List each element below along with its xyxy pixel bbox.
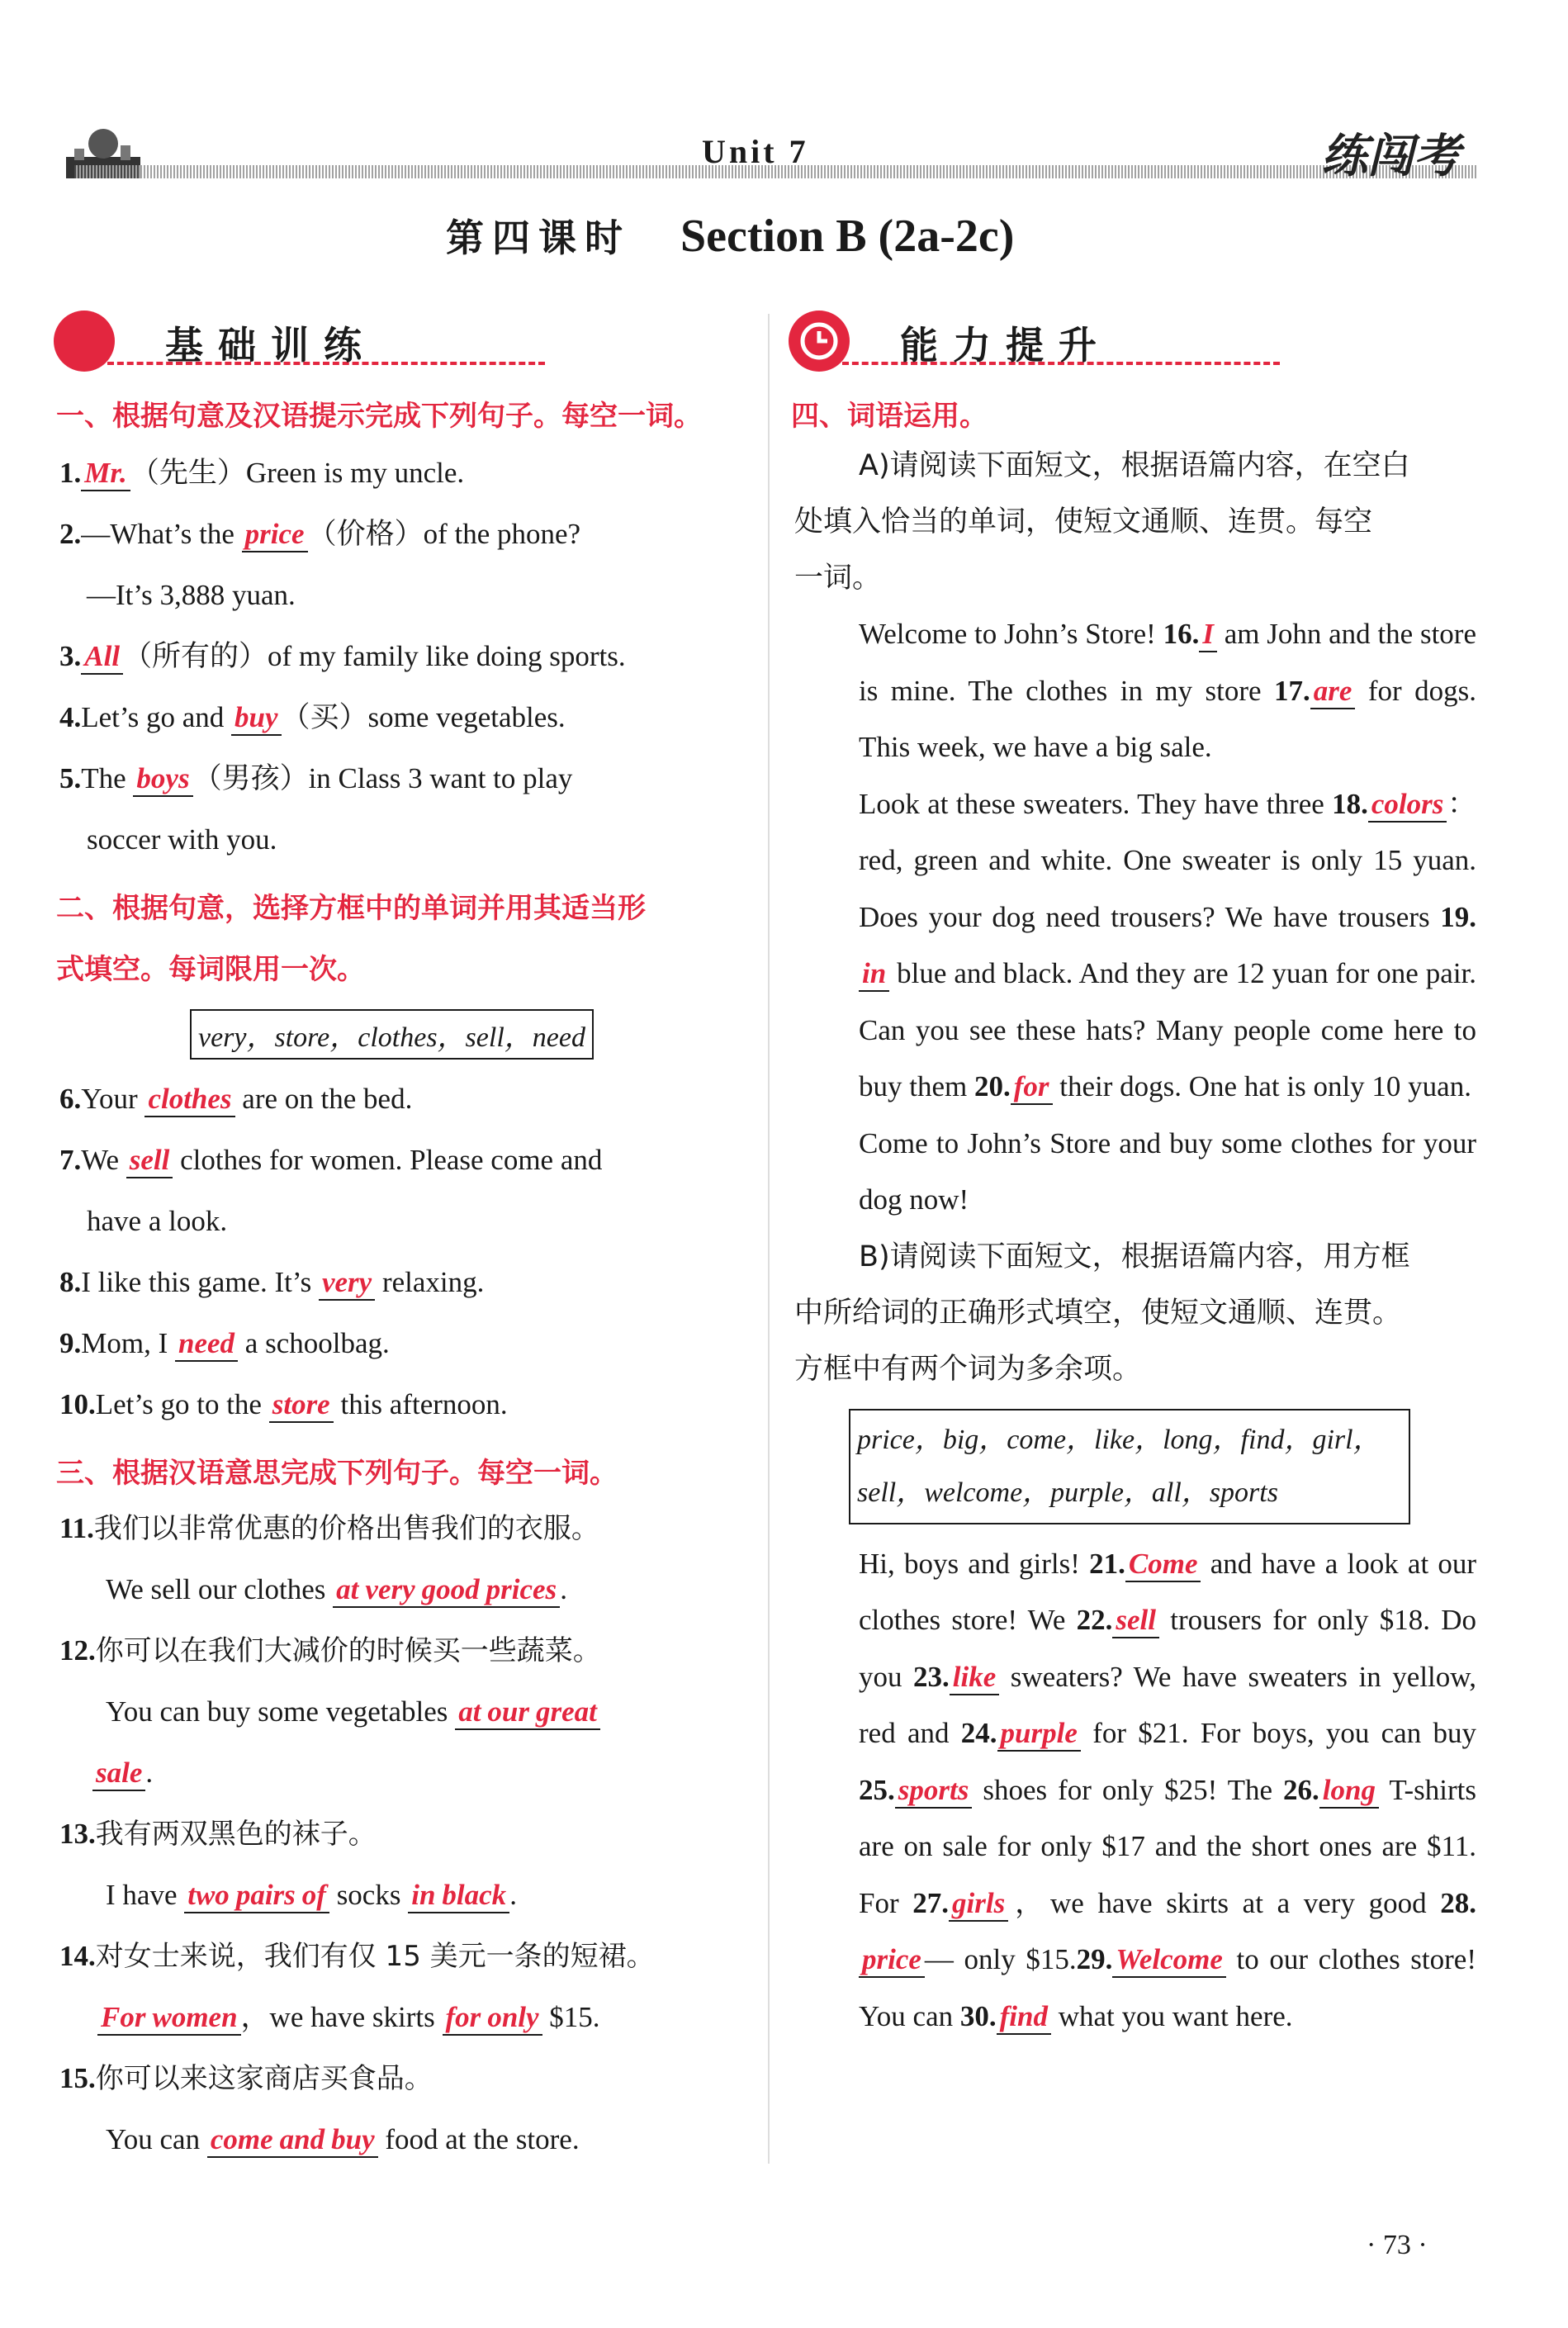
answer: prices bbox=[483, 1573, 561, 1608]
answer: women bbox=[149, 2001, 240, 2036]
question-7: 7.We sell clothes for women. Please come and bbox=[59, 1143, 602, 1178]
question-4: 4.Let’s go and buy （买）some vegetables. bbox=[59, 700, 566, 736]
question-2-reply: —It’s 3,888 yuan. bbox=[87, 579, 296, 611]
question-13-cn: 13.我有两双黑色的袜子。 bbox=[59, 1818, 377, 1851]
passage-a bbox=[794, 438, 1476, 2045]
answer: at bbox=[333, 1573, 362, 1608]
part2-heading-line2: 式填空。每词限用一次。 bbox=[56, 953, 365, 986]
answer: very bbox=[362, 1573, 418, 1608]
answer: All bbox=[81, 640, 123, 675]
question-3: 3. All （所有的）of my family like doing sports. bbox=[59, 639, 626, 675]
answer: for bbox=[443, 2001, 485, 2036]
passage-a-instr-1: A)请阅读下面短文，根据语篇内容，在空白 bbox=[859, 449, 1410, 482]
question-11-cn: 11.我们以非常优惠的价格出售我们的衣服。 bbox=[59, 1512, 599, 1545]
question-15: You can come and buy food at the store. bbox=[106, 2122, 580, 2158]
question-12: You can buy some vegetables at our great bbox=[106, 1695, 600, 1730]
answer-26: long bbox=[1319, 1774, 1379, 1809]
question-5: 5.The boys （男孩）in Class 3 want to play bbox=[59, 761, 572, 797]
answer: sale bbox=[92, 1757, 145, 1791]
answer-21: Come bbox=[1125, 1548, 1201, 1582]
section-title: 基础训练 bbox=[165, 323, 377, 367]
question-2: 2.—What’s the price （价格）of the phone? bbox=[59, 517, 580, 552]
answer: For bbox=[97, 2001, 149, 2036]
answer-27: girls bbox=[949, 1887, 1008, 1922]
section-header-basic bbox=[54, 311, 516, 385]
answer-17: are bbox=[1310, 675, 1356, 709]
answer-30: find bbox=[997, 2000, 1051, 2035]
answer: our bbox=[484, 1695, 533, 1730]
answer: need bbox=[175, 1327, 238, 1362]
question-8: 8.I like this game. It’s very relaxing. bbox=[59, 1265, 484, 1301]
question-15-cn: 15.你可以来这家商店买食品。 bbox=[59, 2062, 433, 2095]
section-header-advanced bbox=[789, 311, 1251, 385]
answer: great bbox=[533, 1695, 600, 1730]
passage-a-text: Welcome to John’s Store! 16. I am John and the store is mine. The clothes in my store 17. are for dogs. This week, we have a big sale. Look at these sweaters. They have three 18. colors ：red, green and white. One sweater is only 15 yuan. Does your dog need trousers? We have trousers 19.in blue and black. And they are 12 yuan for one pair. Can you see these hats? Many people come here to buy them 20. for their dogs. One hat is only 10 yuan. Come to John’s Store and buy some clothes for your dog now! bbox=[859, 618, 1477, 1216]
answer-25: sports bbox=[895, 1774, 973, 1809]
part4-heading: 四、词语运用。 bbox=[791, 400, 988, 433]
lesson-title bbox=[446, 208, 1014, 263]
answer-24: purple bbox=[997, 1717, 1081, 1752]
passage-a-instr-2: 处填入恰当的单词，使短文通顺、连贯。每空 bbox=[794, 505, 1373, 538]
section-title: 能力提升 bbox=[900, 323, 1111, 367]
part2-heading-line1: 二、根据句意，选择方框中的单词并用其适当形 bbox=[56, 892, 646, 925]
answer: in bbox=[408, 1879, 438, 1913]
question-10: 10.Let’s go to the store this afternoon. bbox=[59, 1387, 508, 1423]
passage-a-instr-3: 一词。 bbox=[794, 562, 882, 595]
answer-29: Welcome bbox=[1112, 1943, 1226, 1978]
answer: Mr. bbox=[81, 457, 130, 491]
passage-b-instr-1: B)请阅读下面短文，根据语篇内容，用方框 bbox=[859, 1240, 1410, 1273]
column-divider bbox=[768, 314, 770, 2164]
section-badge-icon bbox=[54, 311, 115, 372]
answer: price bbox=[242, 518, 308, 552]
answer: pairs bbox=[233, 1879, 299, 1913]
answer: store bbox=[269, 1388, 334, 1423]
answer: black bbox=[438, 1879, 509, 1913]
answer-19: in bbox=[859, 957, 889, 992]
passage-b-text: Hi, boys and girls! 21. Come and have a look at our clothes store! We 22. sell trousers for only $18. Do you 23. like sweaters? We have sweaters in yellow, red and 24. purple for $21. For boys, you can buy 25. sports shoes for only $25! The 26. long T-shirts are on sale for only $17 and the short ones are $11. For 27. girls ，we have skirts at a very good 28.price — only $15.29. Welcome to our clothes store! You can 30. find what you want here. bbox=[794, 1536, 1476, 2046]
passage-b-instr-2: 中所给词的正确形式填空，使短文通顺、连贯。 bbox=[794, 1296, 1402, 1330]
question-1: 1. Mr. （先生）Green is my uncle. bbox=[59, 456, 464, 491]
lesson-title-cn: 第四课时 bbox=[446, 216, 631, 260]
answer: clothes bbox=[144, 1083, 234, 1117]
answer: of bbox=[299, 1879, 329, 1913]
word-box-b: price，big，come，like，long，find，girl， sell，welcome，purple，all，sports bbox=[849, 1409, 1410, 1524]
clock-icon bbox=[789, 311, 850, 372]
question-9: 9.Mom, I need a schoolbag. bbox=[59, 1326, 390, 1362]
answer: at bbox=[455, 1695, 484, 1730]
answer: boys bbox=[133, 762, 192, 797]
question-12-line2: sale . bbox=[92, 1756, 153, 1791]
answer: buy bbox=[328, 2123, 378, 2158]
brand-logo: 练闯考 bbox=[1321, 130, 1460, 183]
question-13: I have two pairs of socks in black . bbox=[106, 1878, 517, 1913]
question-5-line2: soccer with you. bbox=[87, 823, 277, 856]
question-14-cn: 14.对女士来说，我们有仅 15 美元一条的短裙。 bbox=[59, 1940, 655, 1973]
question-11: We sell our clothes at very good prices . bbox=[106, 1572, 567, 1608]
part3-heading: 三、根据汉语意思完成下列句子。每空一词。 bbox=[56, 1457, 618, 1490]
answer-20: for bbox=[1011, 1070, 1053, 1105]
question-12-cn: 12.你可以在我们大减价的时候买一些蔬菜。 bbox=[59, 1634, 601, 1667]
question-6: 6.Your clothes are on the bed. bbox=[59, 1082, 412, 1117]
answer: come bbox=[207, 2123, 277, 2158]
word-box: very，store，clothes，sell，need bbox=[190, 1009, 594, 1060]
answer: very bbox=[319, 1266, 375, 1301]
answer-23: like bbox=[950, 1661, 999, 1695]
answer: two bbox=[184, 1879, 233, 1913]
answer: only bbox=[484, 2001, 542, 2036]
answer-22: sell bbox=[1112, 1604, 1159, 1638]
answer: buy bbox=[231, 701, 282, 736]
unit-label: Unit 7 bbox=[702, 133, 809, 170]
answer: good bbox=[419, 1573, 483, 1608]
answer-18: colors bbox=[1368, 788, 1447, 823]
page-number: · 73 · bbox=[1367, 2230, 1428, 2260]
part1-heading: 一、根据句意及汉语提示完成下列句子。每空一词。 bbox=[56, 400, 702, 433]
answer: and bbox=[277, 2123, 328, 2158]
passage-b-instr-3: 方框中有两个词为多余项。 bbox=[794, 1352, 1142, 1386]
answer-16: I bbox=[1199, 618, 1217, 652]
lesson-title-en: Section B (2a-2c) bbox=[680, 211, 1015, 262]
question-7-line2: have a look. bbox=[87, 1205, 228, 1237]
answer: sell bbox=[126, 1144, 173, 1178]
question-14: For women ，we have skirts for only $15. bbox=[97, 2000, 600, 2036]
answer-28: price bbox=[859, 1943, 925, 1978]
